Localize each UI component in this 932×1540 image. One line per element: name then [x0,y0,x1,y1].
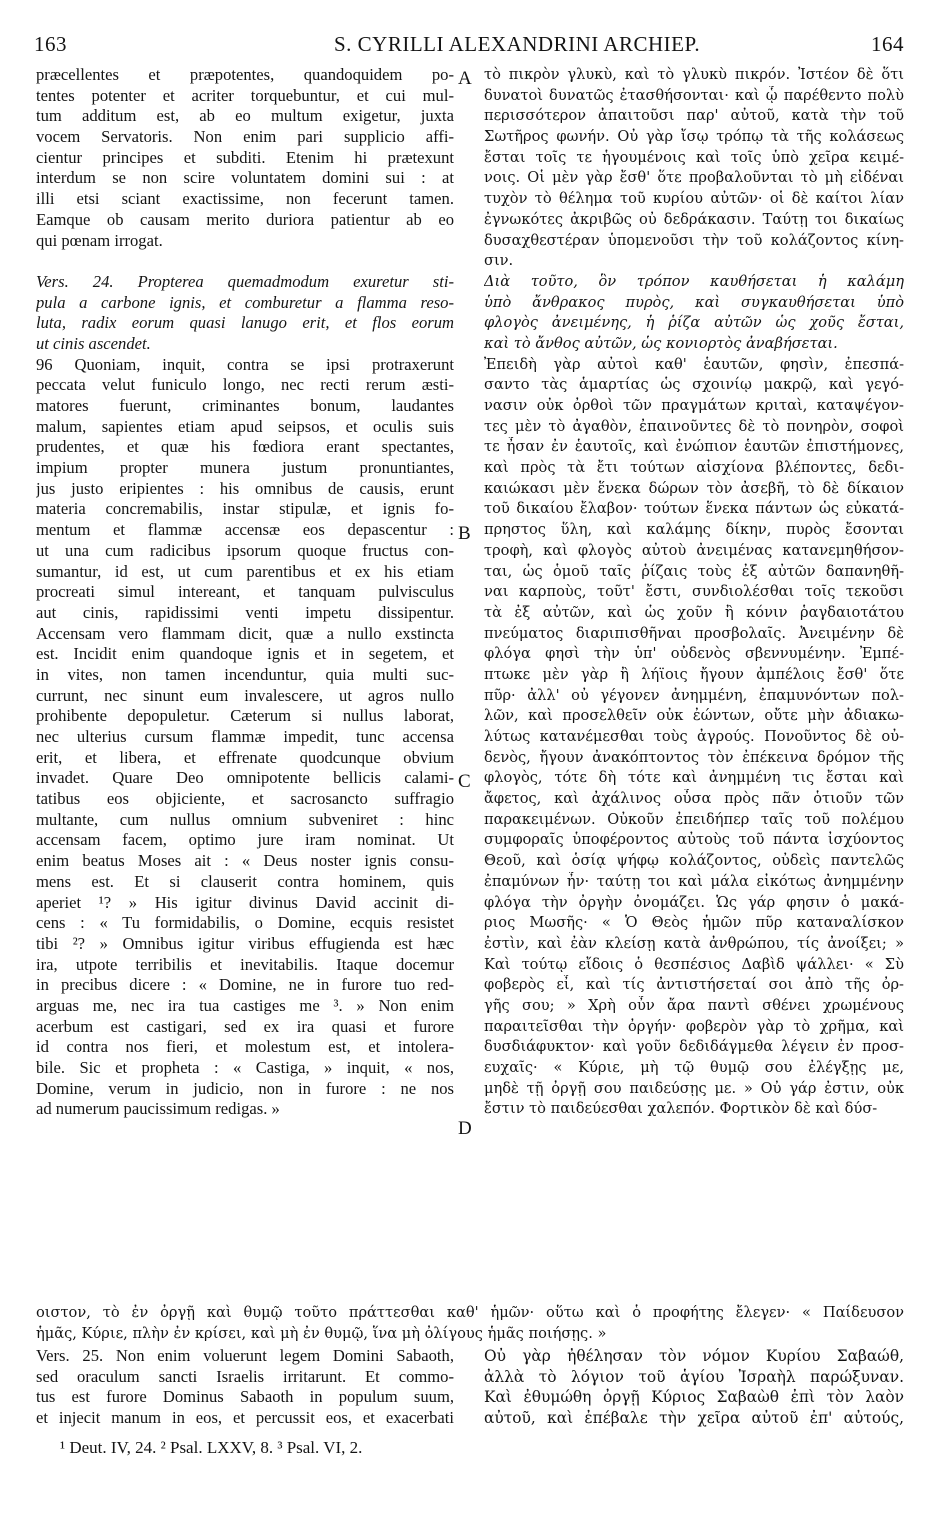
text-line: sumantur, id est, ut cum parentibus et ex his etiam [36,561,454,581]
text-line: pula a carbone ignis, et comburetur a flamma reso- [36,292,454,312]
text-line: tentes potenter et acriter torquebuntur, et cui mul- [36,85,454,105]
text-line: περισσότερον ἀπαιτοῦσι παρ' αὐτοῦ, κατὰ τὴν τοῦ [484,107,904,125]
text-line: malum, sapientes etiam apud seipsos, et oculis suis [36,416,454,436]
text-line: μηδὲ τῇ ὀργῇ σου παιδεύσῃς με. » Οὐ γάρ ἐστιν, οὐκ [484,1079,904,1097]
text-line: τε ἦσαν ἐν ἑαυτοῖς, καὶ ἐνώπιον ἑαυτῶν ἐπιστήμονες, [484,438,904,456]
text-line: συμφοραῖς ὑποφέροντος αὐτοὺς τοῦ πάντα ἰσχύοντος [484,831,904,849]
text-line: Domine, verum in judicio, non in furore : ne nos [36,1078,454,1098]
text-line: cens : « Tu formidabilis, o Domine, ecquis resistet [36,913,454,933]
text-line: Ἐπειδὴ γὰρ αὐτοὶ καθ' ἑαυτῶν, φησὶν, ἐπεσπά- [484,355,904,373]
text-line: δυσαχθεστέραν ὑπομενοῦσι τὴν τοῦ κολάζοντος κίνη- [484,231,904,249]
text-line: πτωκε μὲν γὰρ ἢ λήϊοις ἤγουν ἀμπέλοις ἔσθ' ὅτε [484,665,904,683]
latin-column [36,65,454,1120]
page-number-left: 163 [34,32,67,56]
text-line: sed oraculum sancti Israelis irritarunt. Et commo- [36,1366,454,1386]
text-line: σιν. [484,252,514,270]
text-line: πρηστος ὕλη, καὶ καλάμης δίκην, πυρὸς ἔσονται [484,521,904,539]
text-line: tibi ²? » Omnibus igitur viribus effugienda est hæc [36,933,454,953]
text-line: ἀλλὰ τὸ λόγιον τοῦ ἁγίου Ἰσραὴλ παρώξυναν. [484,1367,904,1386]
text-line: πνεύματος διαριπισθῆναι προσβολαῖς. Ἀνειμένην δὲ [484,624,904,642]
text-line: id contra nos fieri, et molestum est, et intolera- [36,1037,454,1057]
text-line: procreati simul intereant, et tanquam pulvisculus [36,582,454,602]
text-line: καὶ τὸ ἄνθος αὐτῶν, ὡς κονιορτὸς ἀναβήσεται. [484,334,838,352]
text-line: vocem Servatoris. Non enim pari supplicio affi- [36,127,454,147]
margin-marker-d: D [458,1118,472,1139]
text-line: παραιτεῖσθαι τὴν ὀργήν· φοβερὸν γὰρ τὸ χρῆμα, καὶ [484,1017,904,1035]
text-line: est. Incidit enim quandoque ignis et in segetem, et [36,644,454,664]
text-line: δυσδιάφυκτον· καὶ γοῦν δεδιδάγμεθα λέγειν ἐν προσ- [484,1038,904,1056]
text-line: in precibus dicere : « Domine, ne in furore tuo red- [36,975,454,995]
text-line: φλογὸς, τότε δὴ τότε καὶ ἀνημμένη τις ἔσται καὶ [484,769,904,787]
text-line: in vites, non tamen incenduntur, quia multi suc- [36,664,454,684]
text-line: interdum se non scire voluntatem domini sui : at [36,168,454,188]
text-line: ad numerum paucissimum redigas. » [36,1099,280,1119]
text-line: καιώκασι μὲν ἕνεκα δώρων τὸν ἀσεβῆ, τὸ δὲ δίκαιον [484,479,904,497]
text-line: γῆς σου; » Χρὴ οὖν ἄρα παντὶ σθένει χρωμένους [484,996,904,1014]
text-line: materia concremabilis, instar stipulæ, et ignis fo- [36,499,454,519]
text-line: ἡμᾶς, Κύριε, πλὴν ἐν κρίσει, καὶ μὴ ἐν θυμῷ, ἵνα μὴ ὀλίγους ἡμᾶς ποιήσῃς. » [36,1324,607,1342]
text-line: νοις. Οἱ μὲν γὰρ ἔσθ' ὅτε προβαλοῦνται τὸ μὴ εἰδέναι [484,169,904,187]
text-line: Καὶ ἐθυμώθη ὀργῇ Κύριος Σαβαὼθ ἐπὶ τὸν λαὸν [484,1388,904,1407]
text-line: currunt, nec sinunt eum invalescere, ut agros nullo [36,685,454,705]
text-line: luta, radix eorum quasi lanugo erit, et flos eorum [36,313,454,333]
text-line: ut cinis ascendet. [36,333,151,353]
text-line: Eamque ob causam merito duriora patientur ab eo [36,209,454,229]
page-number-right: 164 [871,32,904,56]
text-line: nec ulterius cursum flammæ impedit, tunc accensa [36,727,454,746]
text-line: bile. Sic et propheta : « Castiga, » inquit, « nos, [36,1058,454,1077]
text-line: ὑπὸ ἄνθρακος πυρὸς, καὶ συγκαυθήσεται ὑπὸ [484,293,904,311]
text-line: jus justo eripientes : his omnibus de causis, erunt [36,478,454,498]
text-line: peccata velut funiculo longo, nec recti rerum æsti- [36,375,454,395]
text-line: erit, et libera, et effrenate quodcunque obvium [36,747,454,767]
text-line: qui pœnam irrogat. [36,230,163,250]
text-line: ἔστιν τὸ παιδεύεσθαι χαλεπόν. Φορτικὸν δὲ καὶ δύσ- [484,1100,878,1118]
text-line: δενὸς, ἤγουν ἀνακόπτοντος τὸν ἐπέκεινα δρόμον τῆς [484,748,904,766]
text-line: ευχαῖς· « Κύριε, μὴ τῷ θυμῷ σου ἐλέγξῃς με, [484,1059,904,1076]
text-line: ira, utpote terribilis et inevitabilis. Itaque docemur [36,954,454,974]
text-line: impium propter munera justum pronuntiantes, [36,458,454,478]
text-line: τοῦ δικαίου ἔλαβον· τούτων ἕνεκα πάντων ὡς εὐκατά- [484,500,904,518]
text-line: Θεοῦ, καὶ ὁσίᾳ ψήφῳ κολάζοντος, οὐδεὶς παντελῶς [484,852,904,870]
text-line: ἄφετος, καὶ ἀχάλινος οὖσα πρὸς πᾶν ὁτιοῦν τῶν [484,790,904,808]
text-line: τὰ ἐξ αὐτῶν, καὶ ὡς χοῦν ἢ κόνιν ῥαγδαιοτάτου [484,603,904,621]
text-line: φοβερὸς εἶ, καὶ τίς ἀντιστήσεταί σοι ἀπὸ τῆς ὀρ- [484,976,904,994]
text-line: παρακειμένων. Οὐκοῦν ἐπειδήπερ ταῖς τοῦ πολέμου [484,810,904,828]
text-line: λύτως κατανέμεσθαι τοὺς ἀγρούς. Πονοῦντος δὲ οὐ- [484,728,904,745]
text-line: 96 Quoniam, inquit, contra se ipsi protraxerunt [36,354,454,374]
text-line: tum additum est, ab eo multum exigetur, juxta [36,106,454,126]
text-line: mens est. Et si clauserit contra hominem, quis [36,871,454,891]
text-line: τὸ πικρὸν γλυκὺ, καὶ τὸ γλυκὺ πικρόν. Ἰστέον δὲ ὅτι [484,66,904,83]
text-line: et injecit manum in eos, et percussit eos, et exacerbati [36,1408,454,1428]
text-line: φλόγα φησὶ τὴν ὑπ' οὐδενὸς σβεννυμένην. Ἐμπέ- [484,645,904,663]
text-line: ut una cum radicibus ipsorum quoque fructus con- [36,540,454,560]
text-line: Accensam vero flammam dicit, quæ a nullo exstincta [36,623,454,643]
text-line: σαντο τὰς ἁμαρτίας ὡς σχοινίῳ μακρῷ, καὶ γεγό- [484,376,904,394]
spanning-greek-text [36,1303,904,1344]
text-line: invadet. Quare Deo omnipotente bellicis calami- [36,768,454,788]
margin-marker-a: A [458,68,472,89]
text-line: τυχὸν τὸ θέλημα τοῦ κυρίου αὐτῶν· οἱ δὲ καίτοι λίαν [484,190,904,208]
text-line: aut cinis, rapidissimi venti impetu dissipentur. [36,602,454,622]
text-line: ἐστὶν, καὶ ἐὰν κλείσῃ κατὰ ἀνθρώπου, τίς ἀνοίξει; » [484,934,904,952]
margin-marker-b: B [458,523,471,544]
text-line: ται, ὡς ὁμοῦ ταῖς ῥίζαις τοὺς ἐξ αὐτῶν δαπανηθῆ- [484,562,904,580]
text-line: tatibus eos objiciente, et sacrosancto suffragio [36,789,454,809]
text-line: mentum et flammæ accensæ eos depascentur : [36,520,454,540]
text-line: Οὐ γὰρ ἠθέλησαν τὸν νόμον Κυρίου Σαβαώθ, [484,1347,904,1365]
text-line: enim beatus Moses ait : « Deus noster ignis consu- [36,851,454,871]
text-line [36,251,454,272]
text-line: Vers. 25. Non enim voluerunt legem Domini Sabaoth, [36,1346,454,1365]
text-line: τροφὴ, καὶ φλογὸς αὐτοὺ ἀνειμένας κατανεμηθήσον- [484,541,904,559]
text-line: τες μὲν τὸ ἀγαθὸν, ἐπαινοῦντες δὲ τὸ πονηρὸν, σοφοὶ [484,417,904,435]
text-line: Διὰ τοῦτο, ὃν τρόπον καυθήσεται ἡ καλάμη [484,272,904,290]
text-line: ναι καρποὺς, τοῦτ' ἔστι, συνδιολέσθαι τοῖς τεκοῦσι [484,583,904,601]
text-line: ἐπαμύνων ἦν· ταύτῃ τοι καὶ μάλα εἰκότως ἀνημμένην [484,872,904,890]
text-line: ἔσται τοῖς τε ἡγουμένοις καὶ τοῖς ὑπὸ χεῖρα κειμέ- [484,148,904,166]
text-line: καὶ πρὸς τὰ ἔτι τούτων αἰσχίονα βλέποντες, δεδι- [484,459,904,477]
text-line: λῶν, καὶ προσελθεῖν οὐκ ἐώντων, οὔτε μὴν ἀδιακω- [484,707,904,725]
text-line: πῦρ· ἀλλ' οὐ γέγονεν ἀνημμένη, ἐπαμυνόντων πολ- [484,686,904,704]
text-line: illi etsi sciant exactissime, non fecerunt tamen. [36,189,454,209]
text-line: aperiet ¹? » His igitur divinus David accinit di- [36,892,454,912]
text-line: prohibente depopuletur. Cæterum si nullus laborat, [36,706,454,726]
text-line: αὐτοῦ, καὶ ἐπέβαλε τὴν χεῖρα αὐτοῦ ἐπ' αὐτούς, [484,1409,904,1428]
text-line: φλόγα τὴν ὀργὴν ὀνομάζει. Ὡς γάρ φησιν ὁ μακά- [484,893,904,911]
text-line: δυνατοὶ δυνατῶς ἐτασθήσονται· καὶ ᾧ παρέθεντο πολὺ [484,86,904,104]
text-line: arguas me, nec ira tua castiges me ³. » Non enim [36,995,454,1015]
text-line: Καὶ τούτῳ εἴδοις ὁ θεσπέσιος Δαβὶδ ψάλλει· « Σὺ [484,955,904,973]
text-line: νασιν οὐκ ὀρθοὶ τῶν πραγμάτων κριταὶ, καταψέγον- [484,397,904,414]
text-line: tus est furore Dominus Sabaoth in populum suum, [36,1387,454,1407]
text-line: ριος Μωσῆς· « Ὁ Θεὸς ἡμῶν πῦρ καταναλίσκον [484,914,904,932]
text-line: multante, cum nullus omnium subveniret : hinc [36,809,454,829]
greek-column [484,65,904,1120]
page-header [34,32,904,62]
running-title: S. CYRILLI ALEXANDRINI ARCHIEP. [334,32,701,56]
text-line: matores fuerunt, criminantes bonum, laudantes [36,396,454,415]
text-line: præcellentes et præpotentes, quandoquidem po- [36,65,454,84]
text-line: Σωτῆρος φωνήν. Οὐ γὰρ ἴσῳ τρόπῳ τὰ τῆς κολάσεως [484,128,904,146]
text-line: acerbum est castigari, sed ex ira quasi et furore [36,1016,454,1036]
text-line: οιστον, τὸ ἐν ὀργῇ καὶ θυμῷ τοῦτο πράττεσθαι καθ' ἡμῶν· οὕτω καὶ ὁ προφήτης ἔλεγεν· « Παίδευσον [36,1304,904,1321]
text-line: ἐγνωκότες ἀκριβῶς οὐ δεδράκασιν. Ταύτῃ τοι δικαίως [484,210,904,228]
text-line: cientur principes et subditi. Etenim hi prætexunt [36,147,454,167]
text-line: prudentes, et quæ his fœdiora erant spectantes, [36,437,454,457]
footnotes: ¹ Deut. IV, 24. ² Psal. LXXV, 8. ³ Psal. VI, 2. [60,1438,363,1457]
greek-column-verse-25 [484,1346,904,1429]
margin-marker-c: C [458,771,471,792]
text-line: φλογὸς ἀνειμένης, ἡ ῥίζα αὐτῶν ὡς χοῦς ἔσται, [484,314,904,332]
latin-column-verse-25 [36,1346,454,1429]
text-line: Vers. 24. Propterea quemadmodum exuretur sti- [36,271,454,291]
text-line: accensam facem, optimo jure iram nominat. Ut [36,830,454,850]
